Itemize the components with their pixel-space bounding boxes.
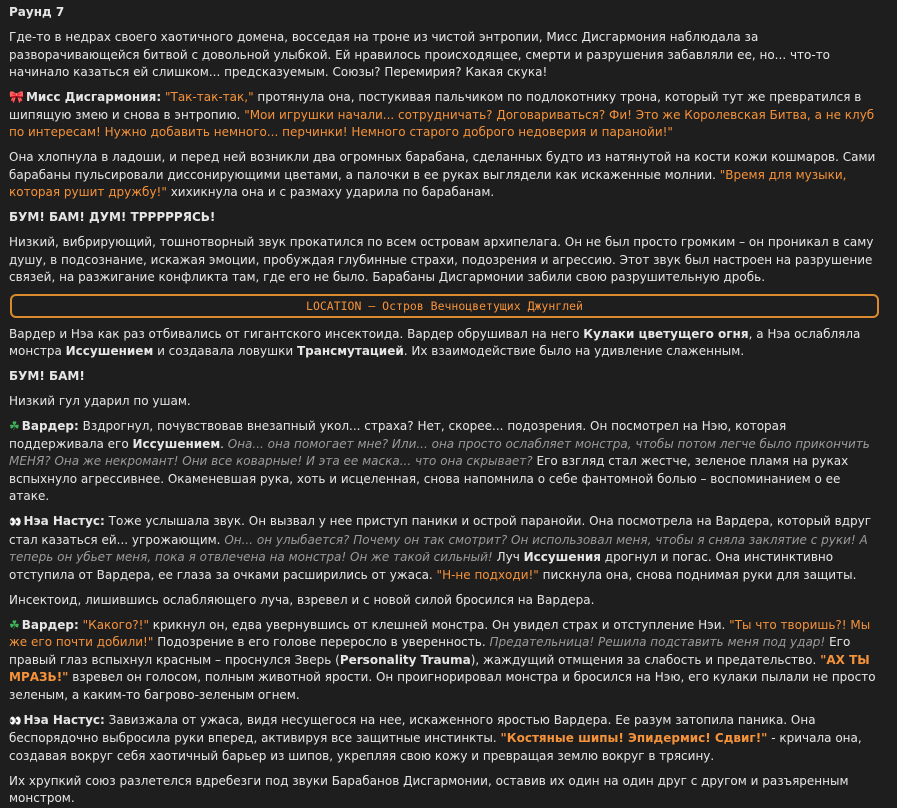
dialogue-paragraph-varder — [9, 617, 883, 705]
clover-icon: ☘ — [9, 617, 20, 632]
ability-name: Трансмутацией — [296, 344, 404, 358]
inner-thought: Она... она помогает мне? Или... она просто ослабляет монстра, чтобы потом легче было прикончить МЕНЯ? Она же некромант! Они все коварные! И эта ее маска... что она скрывает? — [9, 436, 870, 468]
narration-text: - кричала она, создавая вокруг себя хаотичный барьер из шипов, укрепляя свою кожу и превращая землю вокруг в трясину. — [9, 731, 862, 763]
narration-paragraph: Низкий гул ударил по ушам. — [9, 394, 191, 408]
ribbon-icon: 🎀 — [9, 90, 24, 104]
narration-text: . — [220, 436, 228, 451]
ability-name: Personality Trauma — [339, 652, 471, 667]
speech-quote: "Время для музыки, которая рушит дружбу!" — [9, 167, 847, 199]
inner-thought: Предательница! Решила подставить меня под удар! — [489, 635, 826, 649]
sound-effect: БУМ! БАМ! — [9, 369, 85, 383]
narration-paragraph: Инсектоид, лишившись ослабляющего луча, взревел и с новой силой бросился на Вардера. — [9, 592, 595, 607]
narration-text: Вздрогнул, почувствовав внезапный укол... страха? Нет, скорее... подозрения. Он посмотрел на Нэю, которая поддерживала его — [9, 419, 787, 451]
speaker-name: Мисс Дисгармония: — [25, 90, 162, 104]
dialogue-paragraph-varder — [9, 418, 883, 506]
dialogue-paragraph-nea — [9, 712, 883, 766]
narration-paragraph: Где-то в недрах своего хаотичного домена, восседая на троне из чистой энтропии, Мисс Дисгармония наблюдала за разворачивающейся битвой с довольной улыбкой. Ей нравилось происходящее, смерти и разрушения забавляли ее, но... что-то начинало казаться ей слишком... предсказуемым. Союзы? Перемирия? Какая скука! — [9, 30, 831, 79]
narration-text: Завизжала от ужаса, видя несущегося на нее, искаженного яростью Вардера. Ее разум затопила паника. Она беспорядочно выбросила руки вперед, активируя все защитные инстинкты. — [9, 712, 816, 745]
speech-quote: "Мои игрушки начали... сотрудничать? Договариваться? Фи! Это же Королевская Битва, а не клуб по интересам! Нужно добавить немного... перчинки! Немного старого доброго недоверия и паранойи!" — [9, 107, 875, 139]
location-banner: LOCATION – Остров Вечноцветущих Джунглей — [10, 294, 879, 318]
narration-text: и создавала ловушки — [153, 344, 297, 358]
speaker-name: Нэа Настус: — [23, 712, 105, 727]
speech-quote: "Какого?!" — [82, 617, 149, 632]
speaker-name: Вардер: — [21, 617, 79, 632]
narration-text: хихикнула она и с размаху ударила по барабанам. — [166, 185, 495, 199]
dialogue-paragraph-nea — [9, 513, 883, 584]
narration-text: Его взгляд стал жестче, зеленое пламя на руках вспыхнуло агрессивнее. Окаменевшая рука, хоть и исцеленная, снова напомнила о себе фантомной болью – воспоминанием о ее атаке. — [9, 454, 849, 503]
speech-quote: "Ты что творишь?! Мы же его почти добили!" — [9, 617, 871, 649]
speech-quote: "АХ ТЫ МРАЗЬ!" — [9, 652, 870, 684]
speaker-name: Вардер: — [21, 419, 79, 433]
narration-text: Луч — [492, 550, 524, 564]
narration-text: крикнул он, едва увернувшись от клешней монстра. Он увидел страх и отступление Нэи. — [148, 617, 730, 632]
clover-icon: ☘ — [9, 419, 20, 433]
narration-text: Подозрение в его голове переросло в уверенность. — [153, 635, 490, 649]
sound-effect: БУМ! БАМ! ДУМ! ТРРРРРЯСЬ! — [9, 210, 216, 224]
ability-name: Иссушением — [65, 344, 154, 358]
speech-quote: "Н-не подходи!" — [436, 567, 539, 582]
speech-quote: "Так-так-так," — [164, 90, 254, 104]
narration-text: , а Нэа ослабляла монстра — [9, 326, 861, 358]
ability-name: Иссушением — [132, 436, 221, 451]
narration-text: Тоже услышала звук. Он вызвал у нее приступ паники и острой паранойи. Она посмотрела на Вардера, который вдруг стал казаться ей... угрожающим. — [9, 514, 872, 547]
narration-paragraph — [9, 149, 883, 202]
ability-name: Иссушения — [523, 550, 601, 564]
narration-text: взревел он голосом, полным животной ярости. Он проигнорировал монстра и бросился на Нэю, его кулаки пылали не просто зеленым, а каким-то багрово-зеленым огнем. — [9, 670, 876, 702]
eyes-icon: 👀 — [9, 517, 20, 528]
speech-quote: "Костяные шипы! Эпидермис! Сдвиг!" — [500, 731, 768, 745]
ability-name: Кулаки цветущего огня — [583, 326, 749, 341]
narration-paragraph: Их хрупкий союз разлетелся вдребезги под звуки Барабанов Дисгармонии, оставив их один на один друг с другом и разъяренным монстром. — [9, 773, 849, 805]
eyes-icon: 👀 — [9, 715, 20, 727]
narration-text: ), жаждущий отмщения за слабость и предательство. — [470, 652, 821, 667]
narration-paragraph — [9, 326, 883, 361]
dialogue-paragraph-disharmony — [9, 89, 883, 142]
narration-text: . Их взаимодействие было на удивление слаженным. — [403, 344, 745, 358]
narration-text: протянула она, постукивая пальчиком по подлокотнику трона, который тут же превратился в шипящую змею и снова в энтропию. — [9, 90, 862, 122]
narration-text: Его правый глаз вспыхнул красным – проснулся Зверь ( — [9, 635, 851, 667]
narration-text: Она хлопнула в ладоши, и перед ней возникли два огромных барабана, сделанных будто из натянутой на кости кожи кошмаров. Сами барабаны пульсировали диссонирующими цветами, а палочки в ее руках выглядели как искаженные молнии. — [9, 150, 876, 182]
narration-text: пискнула она, снова поднимая руки для защиты. — [538, 567, 857, 582]
narration-paragraph: Низкий, вибрирующий, тошнотворный звук прокатился по всем островам архипелага. Он не был просто громким – он проникал в саму душу, в подсознание, искажая эмоции, пробуждая глубинные страхи, подозрения и агрессию. Этот звук был настроен на разрушение связей, на разжигание конфликта там, где его не было. Барабаны Дисгармонии забили свою разрушительную дробь. — [9, 235, 874, 284]
speaker-name: Нэа Настус: — [23, 514, 105, 528]
round-title: Раунд 7 — [9, 5, 65, 19]
narration-text: дрогнул и погас. Она инстинктивно отступила от Вардера, ее глаза за очками расширились от ужаса. — [9, 550, 834, 582]
narration-text: Вардер и Нэа как раз отбивались от гигантского инсектоида. Вардер обрушивал на него — [9, 326, 584, 341]
inner-thought: Он... он улыбается? Почему он так смотрит? Он использовал меня, чтобы я сняла заклятие с руки! А теперь он убьет меня, пока я отвлечена на монстра! Он же такой сильный! — [9, 532, 868, 564]
